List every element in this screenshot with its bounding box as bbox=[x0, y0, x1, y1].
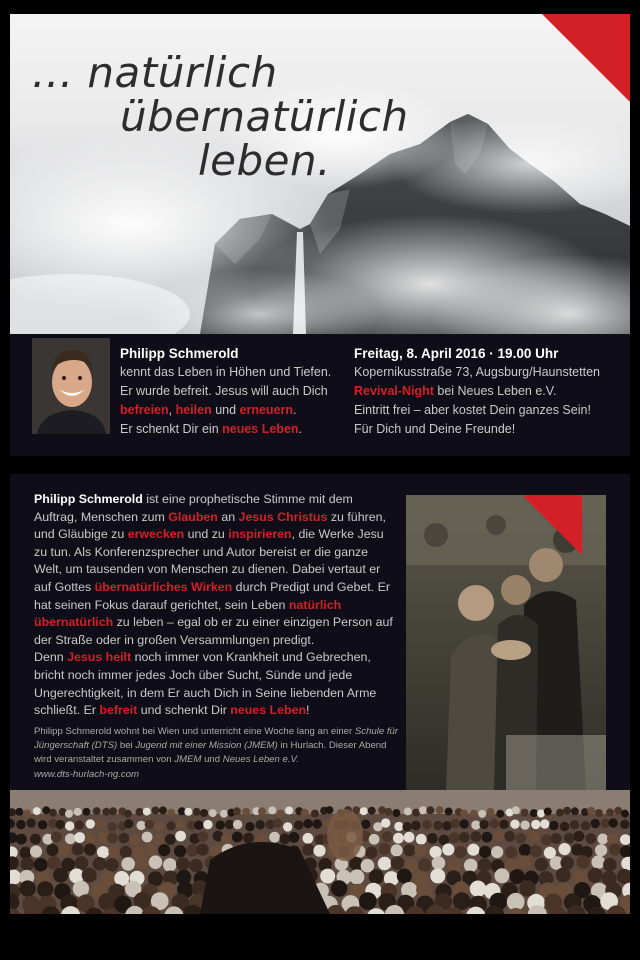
crowd-head bbox=[494, 831, 505, 842]
crowd-head bbox=[15, 808, 23, 816]
crowd-head bbox=[118, 833, 129, 844]
text-segment: Jesus Christus bbox=[238, 509, 328, 524]
crowd-head bbox=[471, 820, 480, 829]
crowd-head bbox=[124, 819, 133, 828]
crowd-head bbox=[65, 833, 76, 844]
crowd-photo bbox=[10, 790, 630, 914]
crowd-head bbox=[294, 821, 303, 830]
crowd-head bbox=[368, 807, 376, 815]
event-line5: Für Dich und Deine Freunde! bbox=[354, 422, 516, 436]
crowd-head bbox=[75, 856, 89, 870]
crowd-head bbox=[167, 809, 175, 817]
crowd-head bbox=[175, 831, 186, 842]
event-text bbox=[354, 344, 624, 439]
crowd-head bbox=[30, 845, 42, 857]
crowd-head bbox=[621, 810, 629, 818]
crowd-head bbox=[382, 831, 393, 842]
crowd-head bbox=[193, 808, 201, 816]
crowd-head bbox=[404, 832, 415, 843]
crowd-head bbox=[586, 833, 597, 844]
crowd-head bbox=[620, 820, 629, 829]
crowd-head bbox=[576, 855, 590, 869]
crowd-head bbox=[445, 808, 453, 816]
crowd-head bbox=[512, 806, 520, 814]
crowd-head bbox=[571, 807, 579, 815]
crowd-head bbox=[450, 819, 459, 828]
crowd-head bbox=[85, 834, 96, 845]
crowd-head bbox=[302, 844, 314, 856]
crowd-head bbox=[537, 810, 545, 818]
text-segment: Jugend mit einer Mission (JMEM) bbox=[135, 740, 278, 752]
crowd-head bbox=[419, 806, 427, 814]
text-segment: an bbox=[217, 509, 239, 524]
crowd-head bbox=[391, 856, 405, 870]
crowd-head bbox=[153, 834, 164, 845]
crowd-head bbox=[381, 818, 390, 827]
crowd-head bbox=[535, 858, 549, 872]
text-segment: erwecken bbox=[127, 527, 185, 542]
text-segment: JMEM bbox=[174, 754, 202, 766]
crowd-head bbox=[378, 843, 390, 855]
crowd-head bbox=[58, 844, 70, 856]
crowd-head bbox=[518, 855, 532, 869]
bio-section bbox=[10, 474, 630, 790]
text-segment: heilen bbox=[175, 403, 212, 417]
event-address: Kopernikusstraße 73, Augsburg/Haunstetten bbox=[354, 365, 600, 379]
crowd-head bbox=[20, 880, 36, 896]
crowd-head bbox=[273, 819, 282, 828]
crowd-head bbox=[544, 808, 552, 816]
crowd-head bbox=[283, 822, 292, 831]
crowd-head bbox=[326, 806, 334, 814]
raised-hand bbox=[327, 809, 363, 861]
text-segment: erneuern bbox=[239, 403, 294, 417]
crowd-head bbox=[369, 834, 380, 845]
crowd-head bbox=[198, 831, 209, 842]
crowd-head bbox=[82, 868, 97, 883]
crowd-head bbox=[591, 819, 600, 828]
text-segment: ! bbox=[306, 703, 310, 718]
crowd-head bbox=[520, 820, 529, 829]
crowd-head bbox=[65, 810, 73, 818]
crowd-head bbox=[289, 832, 300, 843]
crowd-head bbox=[174, 845, 186, 857]
crowd-head bbox=[194, 821, 203, 830]
event-line4: Eintritt frei – aber kostet Dein ganzes Sein! bbox=[354, 403, 591, 417]
crowd-head bbox=[256, 820, 265, 829]
crowd-head bbox=[556, 809, 564, 817]
speaker-line1: kennt das Leben in Höhen und Tiefen. bbox=[120, 365, 332, 379]
crowd-head bbox=[581, 821, 590, 830]
crowd-head bbox=[38, 820, 47, 829]
text-segment: Jesus heilt bbox=[67, 650, 132, 665]
crowd-head bbox=[564, 833, 575, 844]
red-corner-triangle bbox=[542, 14, 630, 102]
text-segment: Revival-Night bbox=[354, 384, 434, 398]
hero-title-line3: leben. bbox=[198, 136, 331, 185]
crowd-head bbox=[279, 833, 290, 844]
crowd-head bbox=[30, 834, 41, 845]
hero-title-line1: ... natürlich bbox=[32, 48, 278, 97]
crowd-head bbox=[515, 833, 526, 844]
info-band bbox=[10, 334, 630, 456]
crowd-head bbox=[478, 858, 492, 872]
crowd-head bbox=[98, 893, 116, 911]
text-segment: noch immer von Krankheit und Gebrechen, bricht noch immer jedes Joch über Sucht, Sünde und jede Ungerechtigkeit, in dem Er auch Dich in Seine liebenden Arme schließt. Er bbox=[34, 650, 377, 718]
crowd-head bbox=[504, 831, 515, 842]
crowd-head bbox=[467, 844, 479, 856]
crowd-head bbox=[82, 808, 90, 816]
crowd-head bbox=[189, 859, 203, 873]
crowd-head bbox=[541, 834, 552, 845]
crowd-head bbox=[570, 820, 579, 829]
crowd-head bbox=[549, 821, 558, 830]
text-segment: und bbox=[211, 403, 240, 417]
crowd-head bbox=[233, 820, 242, 829]
crowd-head bbox=[609, 843, 621, 855]
crowd-head bbox=[225, 820, 234, 829]
crowd-head bbox=[365, 847, 377, 859]
crowd-head bbox=[285, 807, 293, 815]
crowd-head bbox=[436, 806, 444, 814]
crowd-head bbox=[397, 869, 412, 884]
crowd-head bbox=[46, 844, 58, 856]
crowd-head bbox=[269, 832, 280, 843]
text-segment: zu führen, und Gläubige zu bbox=[34, 509, 386, 542]
text-segment: , bbox=[168, 403, 176, 417]
hero-title-line2: übernatürlich bbox=[120, 92, 409, 141]
crowd-head bbox=[391, 844, 403, 856]
crowd-head bbox=[510, 820, 519, 829]
text-segment: Philipp Schmerold wohnt bei Wien und unterricht eine Woche lang an einer bbox=[34, 726, 355, 737]
crowd-head bbox=[232, 832, 243, 843]
crowd-head bbox=[166, 821, 175, 830]
crowd-head bbox=[163, 858, 177, 872]
crowd-head bbox=[494, 868, 509, 883]
text-segment: ist eine prophetische Stimme mit dem Auftrag, Menschen zum bbox=[34, 492, 353, 524]
crowd-head bbox=[378, 857, 392, 871]
crowd-head bbox=[505, 846, 517, 858]
text-segment: neues Leben bbox=[230, 703, 307, 718]
crowd-head bbox=[23, 810, 31, 818]
crowd-head bbox=[588, 868, 603, 883]
crowd-head bbox=[93, 807, 101, 815]
crowd-head bbox=[603, 858, 617, 872]
crowd-head bbox=[587, 807, 595, 815]
crowd-head bbox=[49, 809, 57, 817]
crowd-head bbox=[404, 807, 412, 815]
crowd-head bbox=[449, 832, 460, 843]
crowd-head bbox=[100, 871, 115, 886]
crowd-head bbox=[145, 820, 154, 829]
crowd-head bbox=[220, 810, 228, 818]
crowd-head bbox=[592, 855, 606, 869]
hero-banner bbox=[10, 14, 630, 334]
text-segment: durch Predigt und Gebet. Er hat seinen Fokus darauf gerichtet, sein Leben bbox=[34, 579, 390, 612]
crowd-head bbox=[245, 822, 254, 831]
crowd-head bbox=[510, 869, 525, 884]
crowd-head bbox=[482, 832, 493, 843]
crowd-head bbox=[320, 869, 335, 884]
crowd-head bbox=[135, 856, 149, 870]
crowd-head bbox=[540, 819, 549, 828]
crowd-head bbox=[432, 856, 446, 870]
text-segment: neues Leben bbox=[222, 422, 299, 436]
crowd-head bbox=[490, 819, 499, 828]
crowd-head bbox=[34, 858, 48, 872]
crowd-head bbox=[442, 843, 454, 855]
text-segment: und schenkt Dir bbox=[137, 703, 231, 718]
text-segment: und zu bbox=[184, 527, 229, 542]
crowd-head bbox=[384, 808, 392, 816]
crowd-head bbox=[108, 845, 120, 857]
crowd-head bbox=[519, 880, 535, 896]
crowd-head bbox=[96, 819, 105, 828]
crowd-head bbox=[521, 809, 529, 817]
crowd-head bbox=[531, 820, 540, 829]
text-segment: . bbox=[298, 422, 303, 436]
crowd-head bbox=[519, 844, 531, 856]
crowd-head bbox=[528, 831, 539, 842]
speaker-portrait bbox=[32, 338, 110, 434]
crowd-head bbox=[426, 806, 434, 814]
crowd-head bbox=[243, 833, 254, 844]
text-segment: befreit bbox=[99, 703, 138, 718]
crowd-head bbox=[303, 819, 312, 828]
crowd-head bbox=[97, 846, 109, 858]
text-segment: bei Neues Leben e.V. bbox=[433, 384, 557, 398]
crowd-head bbox=[74, 808, 82, 816]
crowd-head bbox=[563, 807, 571, 815]
crowd-head bbox=[422, 820, 431, 829]
crowd-head bbox=[121, 857, 135, 871]
crowd-head bbox=[107, 832, 118, 843]
crowd-head bbox=[20, 847, 32, 859]
crowd-head bbox=[93, 857, 107, 871]
text-segment: Glauben bbox=[168, 509, 218, 524]
bio-footnote bbox=[34, 725, 402, 782]
crowd-head bbox=[16, 834, 27, 845]
crowd-head bbox=[487, 808, 495, 816]
crowd-head bbox=[392, 809, 400, 817]
crowd-head bbox=[499, 820, 508, 829]
crowd-head bbox=[411, 821, 420, 830]
crowd-head bbox=[56, 820, 65, 829]
crowd-head bbox=[313, 819, 322, 828]
crowd-head bbox=[221, 833, 232, 844]
crowd-head bbox=[442, 821, 451, 830]
crowd-head bbox=[601, 819, 610, 828]
crowd-head bbox=[75, 820, 84, 829]
crowd-head bbox=[124, 810, 132, 818]
crowd-head bbox=[120, 846, 132, 858]
crowd-head bbox=[479, 846, 491, 858]
event-line3 bbox=[354, 382, 624, 401]
text-segment: Schule für Jüngerschaft (DTS) bbox=[34, 726, 399, 752]
text-segment: Er schenkt Dir ein bbox=[120, 422, 223, 436]
bio-paragraph bbox=[34, 491, 398, 720]
speaker-line4 bbox=[120, 420, 345, 439]
crowd-head bbox=[559, 843, 571, 855]
crowd-head bbox=[86, 819, 95, 828]
crowd-head bbox=[454, 846, 466, 858]
crowd-head bbox=[142, 832, 153, 843]
crowd-head bbox=[47, 856, 61, 870]
crowd-head bbox=[460, 810, 468, 818]
crowd-head bbox=[479, 820, 488, 829]
crowd-head bbox=[361, 859, 375, 873]
crowd-head bbox=[197, 843, 209, 855]
text-segment: befreien bbox=[120, 403, 169, 417]
crowd-head bbox=[53, 868, 68, 883]
crowd-head bbox=[471, 831, 482, 842]
text-segment: und bbox=[201, 754, 223, 766]
text-segment: Denn bbox=[34, 650, 68, 665]
crowd-head bbox=[158, 844, 170, 856]
crowd-head bbox=[430, 868, 445, 883]
crowd-head bbox=[165, 834, 176, 845]
crowd-head bbox=[606, 808, 614, 816]
crowd-head bbox=[200, 809, 208, 817]
text-segment: bei bbox=[117, 740, 136, 752]
crowd-head bbox=[184, 808, 192, 816]
speaker-line2: Er wurde befreit. Jesus will auch Dich bbox=[120, 384, 328, 398]
crowd-head bbox=[393, 833, 404, 844]
speaker-line3 bbox=[120, 401, 345, 420]
crowd-head bbox=[448, 859, 462, 873]
crowd-head bbox=[136, 808, 144, 816]
crowd-head bbox=[607, 833, 618, 844]
crowd-head bbox=[609, 818, 618, 827]
speaker-text bbox=[120, 344, 345, 439]
crowd-head bbox=[470, 810, 478, 818]
crowd-head bbox=[402, 822, 411, 831]
crowd-head bbox=[551, 833, 562, 844]
crowd-head bbox=[159, 806, 167, 814]
crowd-head bbox=[416, 834, 427, 845]
crowd-head bbox=[595, 844, 607, 856]
crowd-head bbox=[403, 844, 415, 856]
crowd-head bbox=[414, 844, 426, 856]
crowd-head bbox=[459, 832, 470, 843]
crowd-head bbox=[149, 855, 163, 869]
crowd-head bbox=[597, 834, 608, 845]
crowd-head bbox=[21, 857, 35, 871]
red-corner-triangle-2 bbox=[522, 495, 582, 555]
crowd-head bbox=[277, 810, 285, 818]
crowd-head bbox=[349, 869, 364, 884]
crowd-head bbox=[303, 833, 314, 844]
crowd-head bbox=[418, 858, 432, 872]
crowd-head bbox=[74, 832, 85, 843]
text-segment: übernatürliches Wirken bbox=[94, 579, 233, 594]
crowd-head bbox=[361, 820, 370, 829]
crowd-head bbox=[33, 807, 41, 815]
crowd-head bbox=[574, 831, 585, 842]
text-segment: Philipp Schmerold bbox=[34, 492, 143, 506]
crowd-head bbox=[233, 807, 241, 815]
crowd-head bbox=[51, 832, 62, 843]
text-segment: in Hurlach. Dieser Abend wird veranstaltet zusammen von bbox=[34, 740, 387, 766]
crowd-head bbox=[530, 845, 542, 857]
crowd-head bbox=[16, 820, 25, 829]
text-segment: inspirieren bbox=[228, 527, 292, 542]
crowd-head bbox=[37, 881, 53, 897]
text-segment: zu leben – egal ob er zu einer einzigen Person auf der Straße oder in großen Versammlungen predigt. bbox=[34, 615, 393, 647]
crowd-head bbox=[491, 846, 503, 858]
text-segment: , die Werke Jesu zu tun. Als Konferenzsprecher und Autor bereist er die ganze Welt, um tausenden von Menschen zu dienen. Dabei vertaut er auf Gottes bbox=[34, 527, 384, 594]
text-segment: natürlich übernatürlich bbox=[34, 597, 342, 630]
text-segment: Neues Leben e.V. bbox=[222, 754, 299, 766]
crowd-head bbox=[203, 820, 212, 829]
crowd-head bbox=[434, 821, 443, 830]
prayer-photo bbox=[406, 495, 606, 790]
crowd-head bbox=[98, 832, 109, 843]
crowd-head bbox=[176, 857, 190, 871]
crowd-head bbox=[258, 807, 266, 815]
speaker-name: Philipp Schmerold bbox=[120, 346, 239, 361]
crowd-head bbox=[108, 822, 117, 831]
crowd-head bbox=[394, 822, 403, 831]
crowd-head bbox=[151, 807, 159, 815]
crowd-head bbox=[137, 821, 146, 830]
crowd-head bbox=[175, 819, 184, 828]
crowd-head bbox=[72, 843, 84, 855]
crowd-head bbox=[427, 833, 438, 844]
crowd-head bbox=[313, 845, 325, 857]
crowd-head bbox=[311, 810, 319, 818]
crowd-head bbox=[154, 822, 163, 831]
crowd-head bbox=[359, 892, 377, 910]
crowd-head bbox=[268, 806, 276, 814]
crowd-head bbox=[470, 881, 486, 897]
crowd-head bbox=[145, 844, 157, 856]
crowd-head bbox=[360, 807, 368, 815]
crowd-head bbox=[143, 808, 151, 816]
crowd-head bbox=[595, 809, 603, 817]
crowd-head bbox=[530, 809, 538, 817]
crowd-head bbox=[412, 809, 420, 817]
crowd-head bbox=[369, 869, 384, 884]
crowd-head bbox=[209, 809, 217, 817]
text-segment: www.dts-hurlach-ng.com bbox=[34, 768, 140, 780]
crowd-head bbox=[109, 807, 117, 815]
crowd-head bbox=[301, 809, 309, 817]
crowd-head bbox=[26, 818, 35, 827]
text-segment: . bbox=[293, 403, 297, 417]
crowd-head bbox=[560, 822, 569, 831]
crowd-head bbox=[614, 807, 622, 815]
crowd-head bbox=[464, 859, 478, 873]
crowd-head bbox=[129, 835, 140, 846]
event-date-time: Freitag, 8. April 2016 · 19.00 Uhr bbox=[354, 346, 559, 361]
crowd-head bbox=[242, 808, 250, 816]
crowd-head bbox=[496, 810, 504, 818]
crowd-head bbox=[65, 821, 74, 830]
crowd-head bbox=[84, 843, 96, 855]
crowd-head bbox=[105, 858, 119, 872]
crowd-head bbox=[331, 880, 347, 896]
crowd-head bbox=[556, 868, 571, 883]
crowd-head bbox=[478, 810, 486, 818]
crowd-head bbox=[460, 819, 469, 828]
crowd-head bbox=[216, 820, 225, 829]
